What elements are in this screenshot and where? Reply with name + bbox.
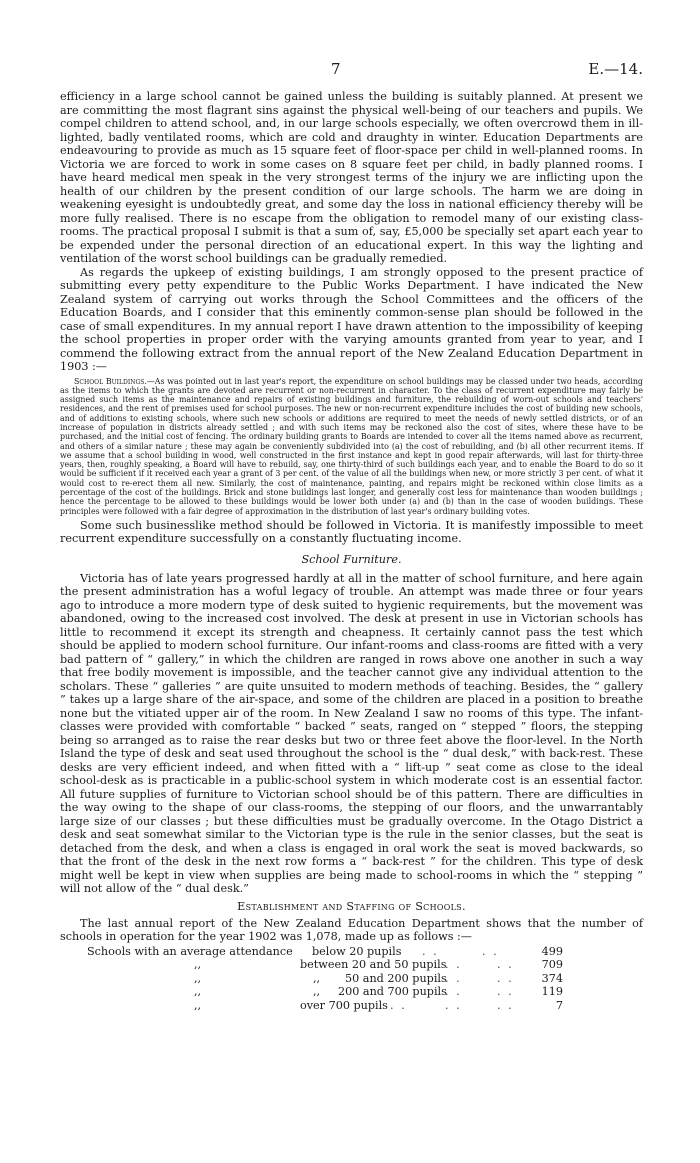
row-leader: . . xyxy=(497,958,514,972)
row-leader: . . xyxy=(445,958,462,972)
row-leader: . . xyxy=(482,944,499,958)
row-label: between 20 and 50 pupils xyxy=(300,958,447,972)
paragraph-5: The last annual report of the New Zealand Education Department shows that the number of schools in operation for the year 1902 was 1,078, made up as follows :— xyxy=(60,916,643,944)
row-value: 374 xyxy=(541,971,563,985)
row-label: 200 and 700 pupils xyxy=(338,985,447,999)
row-label: 50 and 200 pupils xyxy=(345,971,447,985)
table-row xyxy=(60,958,643,972)
row-leader: . . xyxy=(497,985,514,999)
row-leader: . . xyxy=(445,998,462,1012)
section-heading-staffing: Establishment and Staffing of Schools. xyxy=(237,899,466,913)
row-ditto: ,, xyxy=(313,971,321,985)
document-page xyxy=(60,60,643,1012)
row-leader: . . xyxy=(445,985,462,999)
table-row xyxy=(60,972,643,986)
document-reference: E.—14. xyxy=(588,60,643,78)
row-leader: . . xyxy=(390,998,407,1012)
row-label: over 700 pupils xyxy=(300,998,388,1012)
row-prefix: ,, xyxy=(194,998,202,1012)
paragraph-3: Some such businesslike method should be followed in Victoria. It is manifestly impossible to meet recurrent expenditure successfully on a constantly fluctuating income. xyxy=(60,518,643,546)
schools-table xyxy=(60,945,643,1013)
paragraph-4: Victoria has of late years progressed hardly at all in the matter of school furniture, and here again the present administration has a woful legacy of trouble. An attempt was made three or four years ago to introduce a more modern type of desk suited to hygienic requirements, but the movement was abandoned, owing to the increased cost involved. The desk at present in use in Victorian schools has little to recommend it except its strength and cheapness. It certainly cannot pass the test which should be applied to modern school furniture. Our infant-rooms and class-rooms are fitted with a very bad pattern of “ gallery,” in which the children are ranged in rows above one another in such a way that free bodily movement is impossible, and the teacher cannot give any individual attention to the scholars. These “ galleries ” are quite unsuited to modern methods of teaching. Besides, the “ gallery ” takes up a large share of the air-space, and some of the children are placed in a position to breathe none but the vitiated upper air of the room. In New Zealand I saw no rooms of this type. The infant-classes were provided with comfortable “ backed ” seats, ranged on “ stepped ” floors, the stepping being so arranged as to raise the rear desks but two or three feet above the floor-level. In the North Island the type of desk and seat used throughout the school is the “ dual desk,” with back-rest. These desks are very efficient indeed, and when fitted with a “ lift-up ” seat come as close to the ideal school-desk as is practicable in a public-school system in which moderate cost is an essential factor. All future supplies of furniture to Victorian school should be of this pattern. There are difficulties in the way owing to the shape of our class-rooms, the stepping of our floors, and the unwarrantably large size of our classes ; but these difficulties must be gradually overcome. In the Otago District a desk and seat somewhat similar to the Victorian type is the rule in the senior classes, but the seat is detached from the desk, and when a class is engaged in oral work the seat is moved backwards, so that the front of the desk in the next row forms a “ back-rest ” for the children. This type of desk might well be kept in view when supplies are being made to school-rooms in which the “ stepping ” will not allow of the “ dual desk.” xyxy=(60,571,643,896)
section-heading-school-furniture: School Furniture. xyxy=(301,552,402,566)
row-value: 119 xyxy=(541,985,563,999)
row-leader: . . xyxy=(445,971,462,985)
row-value: 7 xyxy=(555,998,563,1012)
row-label: below 20 pupils xyxy=(312,944,402,958)
row-prefix: ,, xyxy=(194,958,202,972)
table-row xyxy=(60,999,643,1013)
quoted-extract xyxy=(60,377,643,516)
row-leader: . . xyxy=(422,944,439,958)
row-value: 709 xyxy=(541,958,563,972)
row-prefix: Schools with an average attendance xyxy=(87,944,293,958)
paragraph-1: efficiency in a large school cannot be gained unless the building is suitably planned. At present we are committing the most flagrant sins against the physical well-being of our teachers and pupils. We compel children to attend school, and, in our large schools especially, we often overcrowd them in ill-lighted, badly ventilated rooms, which are cold and draughty in winter. Education Departments are endeavouring to provide as much as 15 square feet of floor-space per child in well-planned rooms. In Victoria we are forced to work in some cases on 8 square feet per child, in badly planned rooms. I have heard medical men speak in the very strongest terms of the injury we are inflicting upon the health of our children by the present condition of our large schools. The harm we are doing in weakening eyesight is undoubtedly great, and some day the loss in national efficiency thereby will be more fully realised. There is no escape from the obligation to remodel many of our existing class-rooms. The practical proposal I submit is that a sum of, say, £5,000 be specially set apart each year to be expended under the personal direction of an educational expert. In this way the lighting and ventilation of the worst school buildings can be gradually remedied. xyxy=(60,90,643,265)
table-row xyxy=(60,945,643,959)
row-prefix: ,, xyxy=(194,985,202,999)
page-number: 7 xyxy=(331,60,341,78)
paragraph-2: As regards the upkeep of existing buildings, I am strongly opposed to the present practice of submitting every petty expenditure to the Public Works Department. I have indicated the New Zealand system of carrying out works through the School Committees and the officers of the Education Boards, and I consider that this eminently common-sense plan should be followed in the case of small expenditures. In my annual report I have drawn attention to the impossibility of keeping the school properties in proper order with the varying amounts granted from year to year, and I commend the following extract from the annual report of the New Zealand Education Department in 1903 :— xyxy=(60,265,643,373)
table-row xyxy=(60,985,643,999)
page-header xyxy=(60,60,643,90)
row-prefix: ,, xyxy=(194,971,202,985)
quote-heading: School Buildings. xyxy=(74,376,147,386)
row-leader: . . xyxy=(497,971,514,985)
quote-body: —As was pointed out in last year's report, the expenditure on school buildings may be classed under two heads, according as the items to which the grants are devoted are recurrent or non-recurrent in character. To the class of recurrent expenditure may fairly be assigned such items as the maintenance and repairs of existing buildings and furniture, the rebuilding of worn-out schools and teachers' residences, and the rent of premises used for school purposes. The new or non-recurrent expenditure includes the cost of building new schools, and of additions to existing schools, where such new schools or additions are required to meet the needs of newly settled districts, or of an increase of population in districts already settled ; and with such items may be reckoned also the cost of sites, where these have to be purchased, and the initial cost of fencing. The ordinary building grants to Boards are intended to cover all the items named above as recurrent, and others of a similar nature ; these may again be conveniently subdivided into (a) the cost of rebuilding, and (b) all other recurrent items. If we assume that a school building in wood, well constructed in the first instance and kept in good repair afterwards, will last for thirty-three years, then, roughly speaking, a Board will have to rebuild, say, one thirty-third of such buildings each year, and to enable the Board to do so it would be sufficient if it received each year a grant of 3 per cent. of the value of all the buildings when new, or more strictly 3 per cent. of what it would cost to re-erect them all new. Similarly, the cost of maintenance, painting, and repairs might be reckoned within close limits as a percentage of the cost of the buildings. Brick and stone buildings last longer, and generally cost less for maintenance than wooden buildings ; hence the percentage to be allowed to these buildings would be lower both under (a) and (b) than in the case of wooden buildings. These principles were followed with a fair degree of approximation in the distribution of last year's ordinary building votes. xyxy=(60,376,643,516)
row-leader: . . xyxy=(497,998,514,1012)
row-ditto: ,, xyxy=(313,985,321,999)
row-value: 499 xyxy=(541,944,563,958)
